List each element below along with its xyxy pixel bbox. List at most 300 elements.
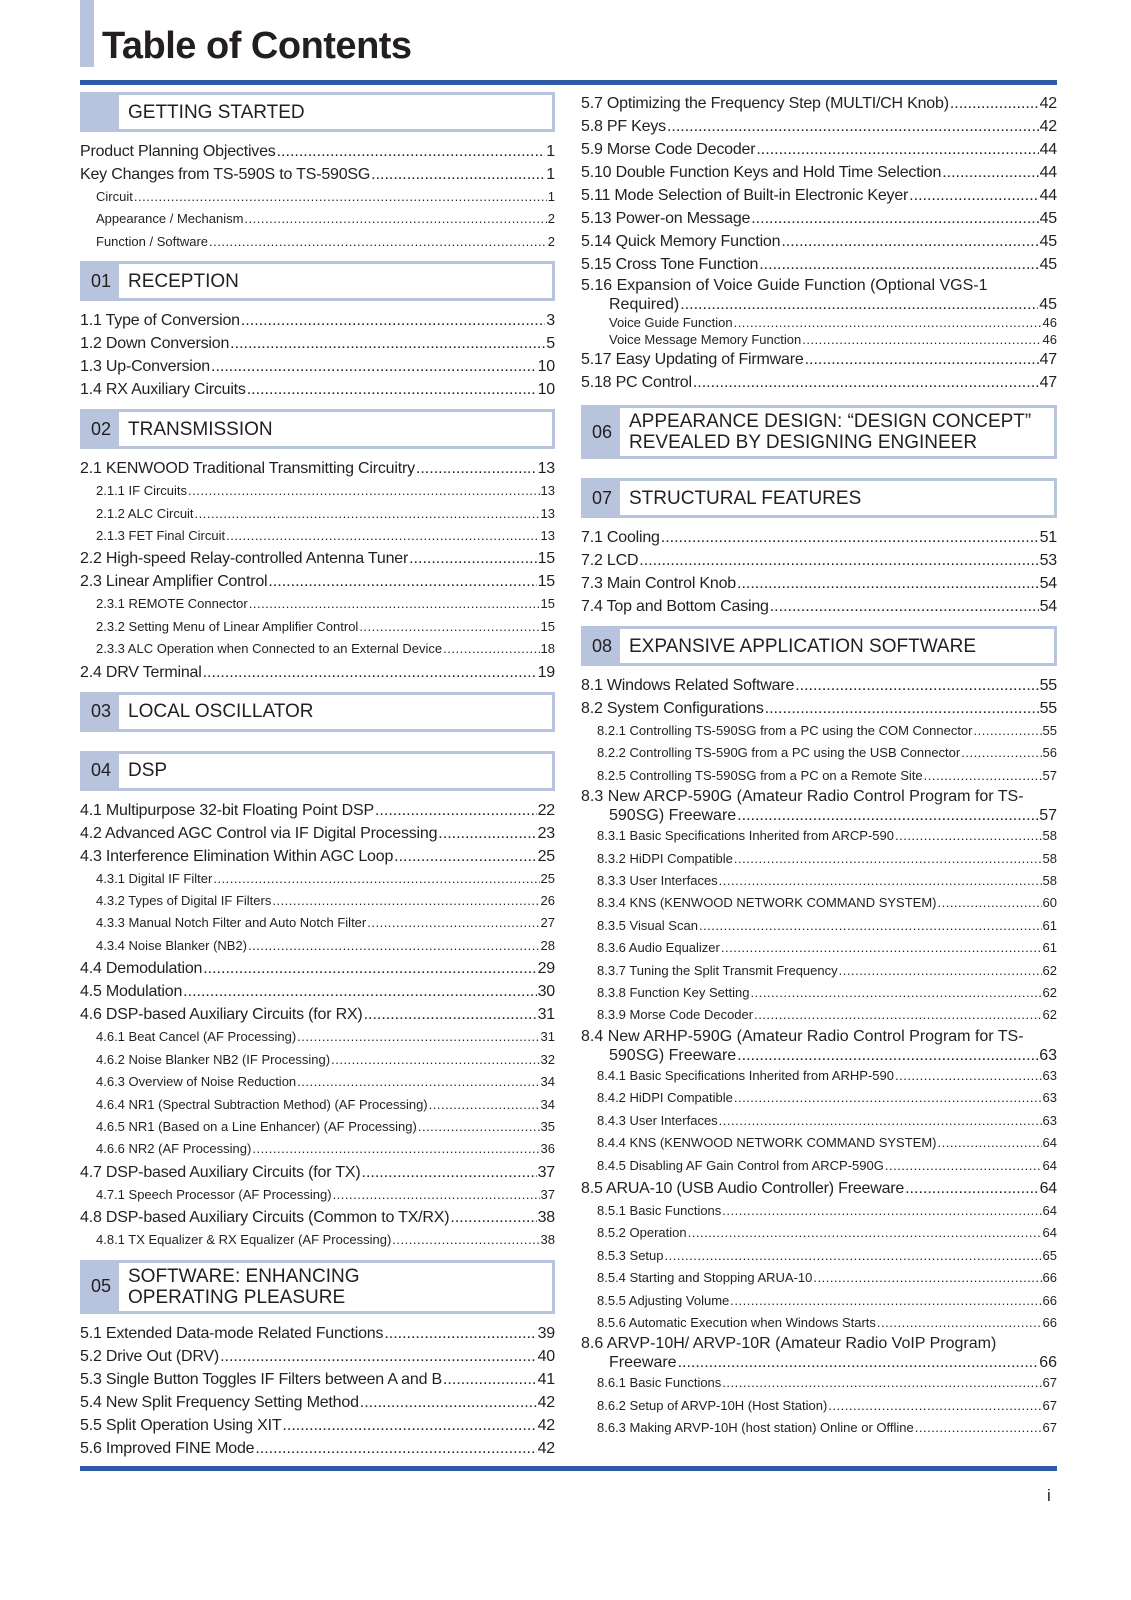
entry-title: 1.4 RX Auxiliary Circuits xyxy=(80,381,246,399)
toc-entry[interactable] xyxy=(80,1229,555,1251)
page-number: 37 xyxy=(537,1163,555,1181)
dot-leader xyxy=(211,355,537,378)
toc-entry[interactable] xyxy=(581,982,1057,1004)
page-folio: i xyxy=(1047,1486,1051,1505)
page-number: 66 xyxy=(1042,1314,1057,1330)
dot-leader xyxy=(255,1437,536,1460)
entry-title: 5.8 PF Keys xyxy=(581,118,666,135)
dot-leader xyxy=(203,661,537,684)
dot-leader xyxy=(961,742,1041,764)
page-number: 46 xyxy=(1042,332,1057,347)
toc-entry[interactable] xyxy=(80,868,555,890)
page-number: 31 xyxy=(537,1006,555,1024)
toc-entry-wrapped[interactable] xyxy=(581,1027,1057,1065)
dot-leader xyxy=(719,1110,1042,1132)
page-number: 47 xyxy=(1039,351,1057,368)
entry-title: 5.6 Improved FINE Mode xyxy=(80,1439,255,1457)
dot-leader xyxy=(297,1071,539,1093)
toc-entry[interactable] xyxy=(80,570,555,593)
dot-leader xyxy=(394,845,536,868)
toc-entry[interactable] xyxy=(581,348,1057,371)
page-number: 39 xyxy=(537,1324,555,1342)
page-number: 29 xyxy=(537,960,555,978)
dot-leader xyxy=(392,1229,539,1251)
toc-entry[interactable] xyxy=(581,572,1057,595)
toc-entry[interactable] xyxy=(581,765,1057,787)
dot-leader xyxy=(362,1161,537,1184)
toc-entry[interactable] xyxy=(581,1132,1057,1154)
dot-leader xyxy=(750,982,1041,1004)
page-number: 58 xyxy=(1042,873,1057,889)
toc-entry[interactable] xyxy=(80,1071,555,1093)
dot-leader xyxy=(895,1065,1042,1087)
toc-entry[interactable] xyxy=(80,822,555,845)
toc-entry[interactable] xyxy=(581,253,1057,276)
entry-title: 8.5.6 Automatic Execution when Windows Starts xyxy=(597,1314,876,1330)
entry-title: 8.5.3 Setup xyxy=(597,1247,664,1263)
page-number: 65 xyxy=(1042,1247,1057,1263)
entry-title: 5.14 Quick Memory Function xyxy=(581,233,781,250)
page-number: 67 xyxy=(1042,1375,1057,1391)
entry-title: Key Changes from TS-590S to TS-590SG xyxy=(80,166,371,183)
page-number: 64 xyxy=(1039,1179,1057,1197)
entry-title: 2.4 DRV Terminal xyxy=(80,663,202,681)
dot-leader xyxy=(252,1138,539,1160)
entry-title: 5.7 Optimizing the Frequency Step (MULTI/CH Knob) xyxy=(581,95,949,112)
section-reception xyxy=(80,261,555,301)
page-number: 42 xyxy=(537,1416,555,1434)
toc-entry[interactable] xyxy=(80,1437,555,1460)
dot-leader xyxy=(680,295,1038,314)
page-number: 3 xyxy=(546,312,555,330)
toc-entry[interactable] xyxy=(80,480,555,502)
dot-leader xyxy=(974,720,1042,742)
voice-guide-sublist xyxy=(581,314,1057,348)
footer-rule xyxy=(80,1466,1057,1471)
entry-title: Circuit xyxy=(96,189,133,204)
toc-entry[interactable] xyxy=(80,332,555,355)
page-number: 23 xyxy=(537,824,555,842)
entry-title: 4.7.1 Speech Processor (AF Processing) xyxy=(96,1186,332,1202)
dot-leader xyxy=(905,1177,1038,1200)
dot-leader xyxy=(688,1222,1042,1244)
entry-title: 8.3.3 User Interfaces xyxy=(597,873,718,889)
toc-entry[interactable] xyxy=(581,1312,1057,1334)
dot-leader xyxy=(359,616,539,638)
dot-leader xyxy=(950,92,1039,115)
page-number: 25 xyxy=(540,870,555,886)
toc-entry[interactable] xyxy=(80,957,555,980)
entry-title: 8.3.6 Audio Equalizer xyxy=(597,940,720,956)
entry-title: 8.5.2 Operation xyxy=(597,1225,687,1241)
page-number: 15 xyxy=(537,573,555,591)
entry-title: 8.1 Windows Related Software xyxy=(581,677,795,694)
dot-leader xyxy=(220,1345,537,1368)
page-number: 18 xyxy=(540,641,555,657)
toc-entry-wrapped[interactable] xyxy=(581,787,1057,825)
page-number: 26 xyxy=(540,893,555,909)
entry-title: 5.4 New Split Frequency Setting Method xyxy=(80,1393,359,1411)
section-title-line: SOFTWARE: ENHANCING xyxy=(128,1265,360,1287)
toc-entry-wrapped[interactable] xyxy=(581,1334,1057,1372)
toc-entry[interactable] xyxy=(80,1414,555,1437)
toc-entry[interactable] xyxy=(581,526,1057,549)
toc-entry[interactable] xyxy=(581,184,1057,207)
toc-entry[interactable] xyxy=(581,207,1057,230)
dot-leader xyxy=(942,161,1038,184)
page-number: 13 xyxy=(540,505,555,521)
toc-entry[interactable] xyxy=(581,674,1057,697)
entry-title: 8.4.1 Basic Specifications Inherited from ARHP-590 xyxy=(597,1067,894,1083)
dot-leader xyxy=(667,115,1039,138)
entry-title: 7.2 LCD xyxy=(581,552,639,569)
entry-title: 2.2 High-speed Relay-controlled Antenna Tuner xyxy=(80,550,409,568)
entry-title: 7.3 Main Control Knob xyxy=(581,575,737,592)
toc-entry[interactable] xyxy=(581,595,1057,618)
toc-entry[interactable] xyxy=(581,870,1057,892)
section-dsp xyxy=(80,751,555,791)
page-number: 58 xyxy=(1042,850,1057,866)
entry-title: 4.6 DSP-based Auxiliary Circuits (for RX) xyxy=(80,1006,363,1024)
entry-title: 8.3.5 Visual Scan xyxy=(597,917,698,933)
page-number: 32 xyxy=(540,1051,555,1067)
page-number: 13 xyxy=(537,460,555,478)
section-number: 03 xyxy=(90,701,112,722)
entry-title: 4.7 DSP-based Auxiliary Circuits (for TX) xyxy=(80,1163,361,1181)
toc-entry[interactable] xyxy=(581,1200,1057,1222)
toc-entry[interactable] xyxy=(581,1245,1057,1267)
page-number: 55 xyxy=(1042,723,1057,738)
entry-title: 1.1 Type of Conversion xyxy=(80,312,240,330)
entry-title: 4.3.4 Noise Blanker (NB2) xyxy=(96,937,248,953)
toc-entry[interactable] xyxy=(80,355,555,378)
toc-entry[interactable] xyxy=(80,912,555,934)
entry-title: 4.5 Modulation xyxy=(80,983,183,1001)
entry-title: 2.1.3 FET Final Circuit xyxy=(96,528,226,544)
entry-title: 8.4.4 KNS (KENWOOD NETWORK COMMAND SYSTEM) xyxy=(597,1135,937,1151)
entry-title: 4.8.1 TX Equalizer & RX Equalizer (AF Processing) xyxy=(96,1232,392,1248)
toc-entry[interactable] xyxy=(80,457,555,480)
toc-entry[interactable] xyxy=(581,1004,1057,1026)
section-appearance-design xyxy=(581,405,1057,459)
toc-entry[interactable] xyxy=(581,1177,1057,1200)
page-number: 42 xyxy=(1039,95,1057,112)
entry-title: 8.5.1 Basic Functions xyxy=(597,1202,722,1218)
dot-leader xyxy=(734,314,1042,331)
toc-entry[interactable] xyxy=(80,1049,555,1071)
toc-entry[interactable] xyxy=(581,742,1057,764)
section-getting-started xyxy=(80,92,555,132)
toc-entry[interactable] xyxy=(80,661,555,684)
section-title: EXPANSIVE APPLICATION SOFTWARE xyxy=(620,629,1054,663)
entry-title: 8.4.2 HiDPI Compatible xyxy=(597,1090,733,1106)
toc-entry[interactable] xyxy=(80,547,555,570)
section-software xyxy=(80,1260,555,1314)
page-number: 66 xyxy=(1042,1270,1057,1286)
section-title-line: APPEARANCE DESIGN: “DESIGN CONCEPT” xyxy=(629,411,1032,432)
section-number: 02 xyxy=(90,418,112,439)
page-number: 22 xyxy=(537,801,555,819)
entry-title: 4.3.1 Digital IF Filter xyxy=(96,870,213,886)
entry-title: 2.1.2 ALC Circuit xyxy=(96,505,194,521)
toc-entry[interactable] xyxy=(581,1155,1057,1177)
entry-title-line: Required) xyxy=(609,296,680,313)
toc-entry[interactable] xyxy=(80,503,555,525)
arvp-sublist xyxy=(581,1372,1057,1439)
entry-title: Function / Software xyxy=(96,233,208,249)
toc-entry[interactable] xyxy=(80,593,555,615)
toc-entry[interactable] xyxy=(581,1395,1057,1417)
entry-title: 4.4 Demodulation xyxy=(80,960,203,978)
toc-entry[interactable] xyxy=(581,92,1057,115)
dot-leader xyxy=(802,331,1041,348)
toc-entry[interactable] xyxy=(581,825,1057,847)
dot-leader xyxy=(360,1391,537,1414)
toc-entry[interactable] xyxy=(80,799,555,822)
section-title-line: OPERATING PLEASURE xyxy=(128,1286,346,1308)
dot-leader xyxy=(188,480,540,502)
entry-title: 8.6.2 Setup of ARVP-10H (Host Station) xyxy=(597,1397,828,1413)
dot-leader xyxy=(416,457,537,480)
toc-entry[interactable] xyxy=(80,140,555,163)
page-number: 45 xyxy=(1039,256,1057,273)
entry-title: 5.17 Easy Updating of Firmware xyxy=(581,351,804,368)
entry-title: 7.4 Top and Bottom Casing xyxy=(581,598,769,615)
toc-entry[interactable] xyxy=(80,1094,555,1116)
toc-entry[interactable] xyxy=(581,1087,1057,1109)
page-number: 42 xyxy=(537,1393,555,1411)
dot-leader xyxy=(297,1026,539,1048)
dot-leader xyxy=(751,207,1038,230)
toc-entry[interactable] xyxy=(80,616,555,638)
entry-title: 5.1 Extended Data-mode Related Functions xyxy=(80,1324,384,1342)
toc-entry[interactable] xyxy=(581,720,1057,742)
dot-leader xyxy=(885,1155,1042,1177)
dot-leader xyxy=(765,697,1039,720)
page-number: 38 xyxy=(540,1232,555,1248)
page-number: 38 xyxy=(537,1209,555,1227)
toc-entry[interactable] xyxy=(581,848,1057,870)
getting-started-list xyxy=(80,140,555,253)
page-number: 67 xyxy=(1042,1420,1057,1436)
page-number: 10 xyxy=(537,358,555,376)
toc-entry[interactable] xyxy=(581,115,1057,138)
entry-title: 5.3 Single Button Toggles IF Filters between A and B xyxy=(80,1370,442,1388)
entry-title: 4.2 Advanced AGC Control via IF Digital Processing xyxy=(80,824,438,842)
dot-leader xyxy=(678,1353,1039,1372)
toc-entry[interactable] xyxy=(581,549,1057,572)
section-number xyxy=(83,95,119,129)
section-title: RECEPTION xyxy=(119,264,552,298)
title-accent-bar xyxy=(80,0,94,67)
right-column xyxy=(581,92,1057,1440)
entry-title: 8.5 ARUA-10 (USB Audio Controller) Freeware xyxy=(581,1179,905,1197)
page-number: 37 xyxy=(540,1186,555,1202)
toc-entry-wrapped[interactable] xyxy=(581,276,1057,314)
toc-entry[interactable] xyxy=(80,1026,555,1048)
toc-entry[interactable] xyxy=(80,845,555,868)
page-number: 64 xyxy=(1042,1225,1057,1241)
page-number: 62 xyxy=(1042,962,1057,978)
toc-entry[interactable] xyxy=(80,1184,555,1206)
toc-entry[interactable] xyxy=(80,890,555,912)
page-number: 61 xyxy=(1042,917,1057,933)
page-number: 66 xyxy=(1042,1292,1057,1308)
structural-list xyxy=(581,526,1057,618)
entry-title: 2.3 Linear Amplifier Control xyxy=(80,573,268,591)
toc-entry[interactable] xyxy=(581,138,1057,161)
page-number: 64 xyxy=(1042,1157,1057,1173)
dot-leader xyxy=(693,371,1039,394)
toc-entry[interactable] xyxy=(581,892,1057,914)
page-number: 36 xyxy=(540,1141,555,1157)
toc-entry[interactable] xyxy=(80,638,555,660)
entry-title: 5.2 Drive Out (DRV) xyxy=(80,1347,220,1365)
dot-leader xyxy=(438,822,536,845)
page-number: 66 xyxy=(1039,1354,1057,1372)
entry-title: 5.13 Power-on Message xyxy=(581,210,751,227)
entry-title: 8.4.3 User Interfaces xyxy=(597,1112,718,1128)
dot-leader xyxy=(734,1087,1042,1109)
toc-entry[interactable] xyxy=(581,371,1057,394)
page-number: 31 xyxy=(540,1029,555,1045)
dot-leader xyxy=(737,1046,1038,1065)
dot-leader xyxy=(268,570,536,593)
entry-title: 8.3.4 KNS (KENWOOD NETWORK COMMAND SYSTEM) xyxy=(597,895,937,911)
toc-entry[interactable] xyxy=(581,161,1057,184)
entry-title: 2.1.1 IF Circuits xyxy=(96,483,188,499)
page-number: 10 xyxy=(537,381,555,399)
page-number: 13 xyxy=(540,483,555,499)
entry-title: 8.3.1 Basic Specifications Inherited from ARCP-590 xyxy=(597,828,894,844)
toc-entry[interactable] xyxy=(80,231,555,253)
dot-leader xyxy=(409,547,536,570)
toc-entry[interactable] xyxy=(80,309,555,332)
dot-leader xyxy=(367,912,539,934)
dot-leader xyxy=(241,309,545,332)
page-number: 13 xyxy=(540,528,555,544)
page-number: 45 xyxy=(1039,210,1057,227)
entry-title: Appearance / Mechanism xyxy=(96,211,244,227)
toc-entry[interactable] xyxy=(581,1267,1057,1289)
page-number: 54 xyxy=(1039,575,1057,592)
toc-entry[interactable] xyxy=(581,1222,1057,1244)
toc-entry[interactable] xyxy=(80,1368,555,1391)
dot-leader xyxy=(730,1290,1041,1312)
toc-entry[interactable] xyxy=(581,1417,1057,1439)
toc-entry[interactable] xyxy=(80,1161,555,1184)
dot-leader xyxy=(272,890,539,912)
dot-leader xyxy=(248,935,540,957)
page-number: 63 xyxy=(1042,1067,1057,1083)
entry-title: 4.8 DSP-based Auxiliary Circuits (Common to TX/RX) xyxy=(80,1209,450,1227)
entry-title: 5.18 PC Control xyxy=(581,374,692,391)
entry-title: 4.6.6 NR2 (AF Processing) xyxy=(96,1141,252,1157)
toc-entry[interactable] xyxy=(581,1065,1057,1087)
toc-entry[interactable] xyxy=(80,1345,555,1368)
page-number: 15 xyxy=(537,550,555,568)
toc-entry[interactable] xyxy=(80,1138,555,1160)
entry-title-line: 5.16 Expansion of Voice Guide Function (Optional VGS-1 xyxy=(581,277,988,294)
toc-entry[interactable] xyxy=(581,1372,1057,1394)
toc-entry[interactable] xyxy=(80,1206,555,1229)
entry-title: 4.3.2 Types of Digital IF Filters xyxy=(96,893,272,909)
dot-leader xyxy=(230,332,545,355)
entry-title: 8.3.7 Tuning the Split Transmit Frequency xyxy=(597,962,838,978)
toc-entry[interactable] xyxy=(80,186,555,208)
page-number: 67 xyxy=(1042,1397,1057,1413)
software-list xyxy=(80,1322,555,1460)
header-rule xyxy=(80,80,1057,85)
toc-entry[interactable] xyxy=(581,314,1057,331)
toc-entry[interactable] xyxy=(80,935,555,957)
dot-leader xyxy=(195,503,540,525)
page-number: 53 xyxy=(1039,552,1057,569)
toc-entry[interactable] xyxy=(80,208,555,230)
dot-leader xyxy=(331,1049,539,1071)
entry-title: 5.11 Mode Selection of Built-in Electronic Keyer xyxy=(581,187,909,204)
toc-entry[interactable] xyxy=(581,915,1057,937)
page-number: 63 xyxy=(1042,1112,1057,1128)
toc-entry[interactable] xyxy=(80,1322,555,1345)
toc-entry[interactable] xyxy=(80,980,555,1003)
section-title: TRANSMISSION xyxy=(119,412,552,446)
toc-entry[interactable] xyxy=(581,1110,1057,1132)
entry-title: 2.3.3 ALC Operation when Connected to an External Device xyxy=(96,641,443,657)
dot-leader xyxy=(443,1368,537,1391)
section-number: 07 xyxy=(591,487,613,508)
toc-entry[interactable] xyxy=(80,1391,555,1414)
page-number: 64 xyxy=(1042,1135,1057,1151)
toc-entry[interactable] xyxy=(80,1116,555,1138)
entry-title: 8.4.5 Disabling AF Gain Control from ARCP-590G xyxy=(597,1157,884,1173)
dot-leader xyxy=(754,1004,1041,1026)
page-number: 44 xyxy=(1039,187,1057,204)
toc-entry[interactable] xyxy=(80,378,555,401)
toc-entry[interactable] xyxy=(80,525,555,547)
toc-entry[interactable] xyxy=(581,697,1057,720)
dot-leader xyxy=(756,138,1038,161)
page-number: 47 xyxy=(1039,374,1057,391)
page-number: 58 xyxy=(1042,828,1057,844)
toc-entry[interactable] xyxy=(581,331,1057,348)
dot-leader xyxy=(770,595,1039,618)
dot-leader xyxy=(734,848,1042,870)
entry-title: 8.6.3 Making ARVP-10H (host station) Online or Offline xyxy=(597,1420,914,1436)
entry-title-line: 8.3 New ARCP-590G (Amateur Radio Control Program for TS- xyxy=(581,788,1024,806)
page-number: 62 xyxy=(1042,1007,1057,1023)
dot-leader xyxy=(282,1414,536,1437)
entry-title: 5.5 Split Operation Using XIT xyxy=(80,1416,282,1434)
toc-entry[interactable] xyxy=(581,937,1057,959)
dot-leader xyxy=(699,915,1042,937)
toc-entry[interactable] xyxy=(80,163,555,186)
toc-entry[interactable] xyxy=(581,960,1057,982)
dot-leader xyxy=(839,960,1042,982)
toc-entry[interactable] xyxy=(581,1290,1057,1312)
page-number: 19 xyxy=(537,663,555,681)
dot-leader xyxy=(805,348,1039,371)
entry-title: 4.6.1 Beat Cancel (AF Processing) xyxy=(96,1029,297,1045)
dot-leader xyxy=(937,892,1041,914)
page-number: 63 xyxy=(1039,1046,1057,1064)
toc-entry[interactable] xyxy=(581,230,1057,253)
entry-title: 8.3.2 HiDPI Compatible xyxy=(597,850,733,866)
toc-entry[interactable] xyxy=(80,1003,555,1026)
dot-leader xyxy=(759,253,1038,276)
dot-leader xyxy=(226,525,539,547)
dot-leader xyxy=(429,1094,540,1116)
